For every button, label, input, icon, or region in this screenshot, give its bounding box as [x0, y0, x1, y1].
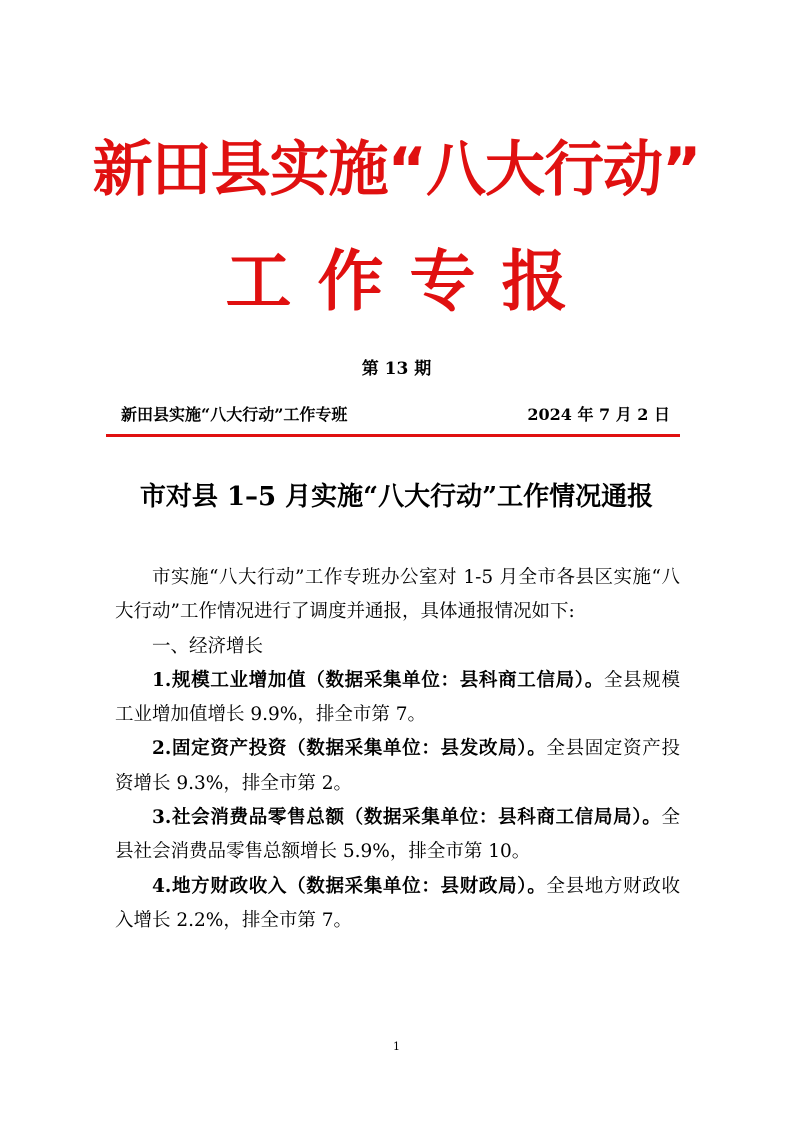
item-text: 全县固定资产投资增长 9.3%，排全市第 2。 — [115, 738, 680, 794]
article-headline: 市对县 1–5 月实施“八大行动”工作情况通报 — [139, 482, 654, 512]
item-title: 1.规模工业增加值（数据采集单位：县科商工信局）。 — [152, 669, 604, 691]
item-paragraph — [115, 732, 680, 801]
item-paragraph — [115, 801, 680, 870]
section-heading: 一、经济增长 — [152, 635, 264, 657]
article-body — [115, 561, 680, 938]
masthead-title-line2: 工作专报 — [225, 243, 594, 320]
issue-date: 2024 年 7 月 2 日 — [527, 405, 670, 424]
item-text: 全县规模工业增加值增长 9.9%，排全市第 7。 — [115, 669, 680, 726]
masthead-title-line1: 新田县实施“八大行动” — [92, 135, 701, 205]
item-text: 全县社会消费品零售总额增长 5.9%，排全市第 10。 — [115, 807, 680, 863]
page-number: 1 — [393, 1040, 400, 1053]
item-text: 全县地方财政收入增长 2.2%，排全市第 7。 — [115, 875, 680, 931]
item-paragraph — [115, 870, 680, 939]
item-title: 3.社会消费品零售总额（数据采集单位：县科商工信局局）。 — [152, 807, 662, 829]
item-paragraph — [115, 664, 680, 733]
intro-paragraph: 市实施“八大行动”工作专班办公室对 1-5 月全市各县区实施“八大行动”工作情况进行了调度并通报，具体通报情况如下: — [115, 567, 680, 623]
red-divider-rule — [106, 434, 680, 437]
item-title: 4.地方财政收入（数据采集单位：县财政局）。 — [152, 875, 547, 897]
item-title: 2.固定资产投资（数据采集单位：县发改局）。 — [152, 738, 547, 760]
issue-number: 第 13 期 — [361, 359, 432, 379]
issuing-office: 新田县实施“八大行动”工作专班 — [121, 405, 348, 424]
